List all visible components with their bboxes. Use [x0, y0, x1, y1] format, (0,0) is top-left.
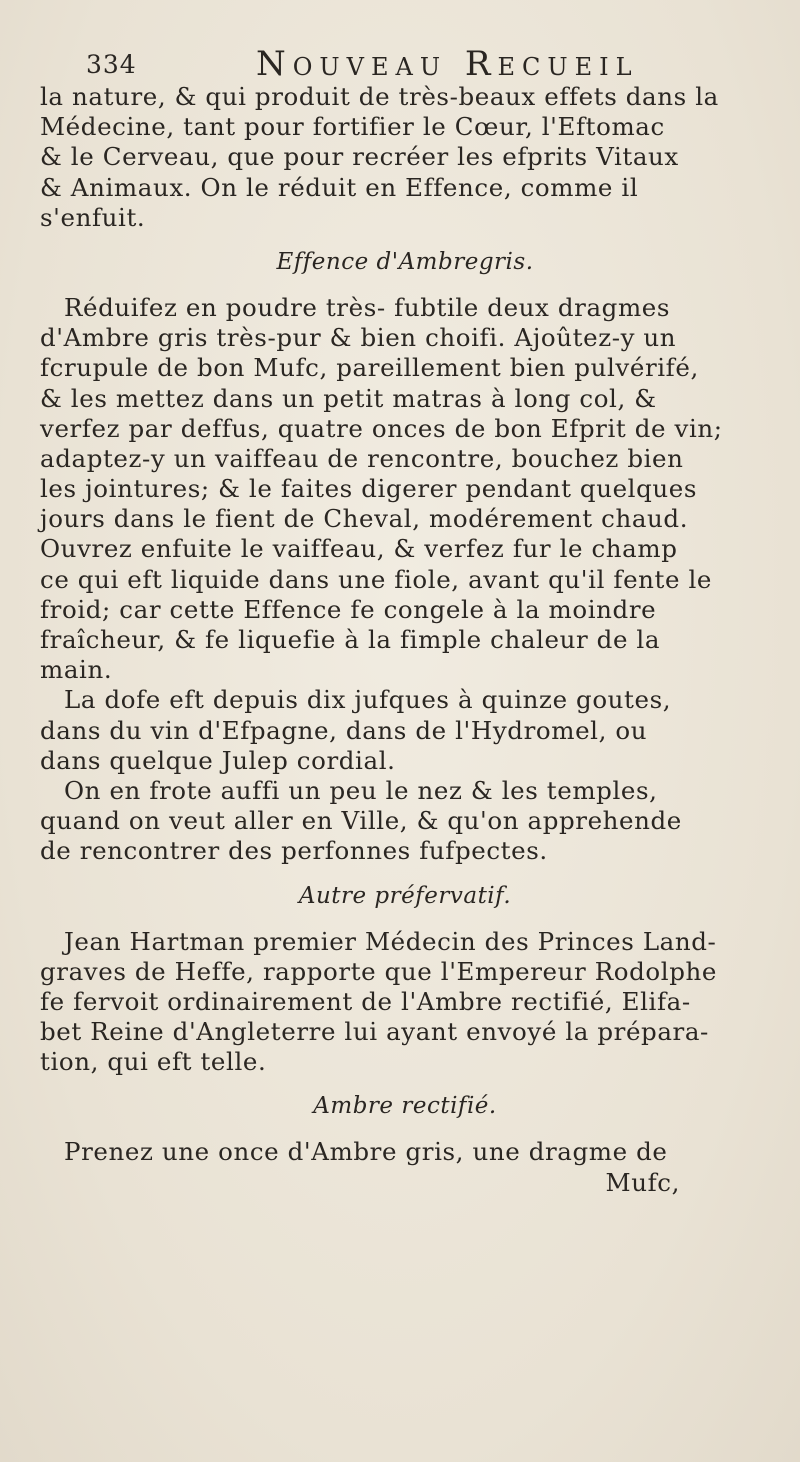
- paragraph: [40, 293, 770, 685]
- text-line: ce qui eft liquide dans une fiole, avant qu'il fente le: [40, 564, 713, 594]
- text-line: fraîcheur, & fe liquefie à la fimple chaleur de la: [40, 625, 661, 654]
- text-line: dans quelque Julep cordial.: [40, 745, 396, 775]
- catchword: Mufc,: [605, 1167, 680, 1197]
- paragraph: [40, 685, 770, 776]
- section-heading: Effence d'Ambregris.: [276, 248, 534, 275]
- paragraph: [40, 1137, 770, 1167]
- text-line: Réduifez en poudre très- fubtile deux dragmes: [64, 292, 671, 322]
- text-line: les jointures; & le faites digerer pendant quelques: [40, 474, 698, 504]
- text-line: de rencontrer des perfonnes fufpectes.: [40, 836, 548, 866]
- text-line: & le Cerveau, que pour recréer les efprits Vitaux: [40, 142, 679, 172]
- text-line: bet Reine d'Angleterre lui ayant envoyé la prépara-: [40, 1017, 709, 1047]
- paragraph: [40, 927, 770, 1078]
- section-heading: Ambre rectifié.: [313, 1093, 497, 1120]
- text-line: La dofe eft depuis dix jufques à quinze goutes,: [64, 685, 672, 715]
- text-line: & Animaux. On le réduit en Effence, comme il: [40, 172, 639, 202]
- text-line: Médecine, tant pour fortifier le Cœur, l'Eftomac: [40, 112, 665, 142]
- text-line: dans du vin d'Efpagne, dans de l'Hydromel, ou: [40, 715, 648, 745]
- paragraph: [40, 82, 770, 233]
- text-line: s'enfuit.: [40, 202, 146, 232]
- text-line: Ouvrez enfuite le vaiffeau, & verfez fur le champ: [40, 534, 678, 564]
- text-line: fe fervoit ordinairement de l'Ambre rectifié, Elifa-: [40, 986, 691, 1016]
- text-line: Prenez une once d'Ambre gris, une dragme de: [64, 1137, 668, 1167]
- running-head: Nouveau Recueil: [256, 44, 639, 84]
- page-number: 334: [86, 50, 137, 79]
- text-line: quand on veut aller en Ville, & qu'on apprehende: [40, 806, 682, 836]
- text-line: jours dans le fient de Cheval, modérement chaud.: [40, 504, 689, 534]
- text-line: & les mettez dans un petit matras à long col, &: [40, 383, 657, 413]
- text-line: la nature, & qui produit de très-beaux effets dans la: [40, 82, 719, 111]
- text-line: Jean Hartman premier Médecin des Princes Land-: [64, 926, 717, 956]
- paragraph: [40, 776, 770, 867]
- text-line: verfez par deffus, quatre onces de bon Efprit de vin;: [40, 413, 723, 443]
- text-line: graves de Heffe, rapporte que l'Empereur Rodolphe: [40, 956, 717, 986]
- text-line: On en frote auffi un peu le nez & les temples,: [64, 775, 658, 805]
- body-text: [40, 82, 770, 1198]
- text-line: froid; car cette Effence fe congele à la moindre: [40, 594, 657, 624]
- text-line: fcrupule de bon Mufc, pareillement bien pulvérifé,: [40, 353, 699, 383]
- text-line: d'Ambre gris très-pur & bien choifi. Ajoûtez-y un: [40, 323, 677, 353]
- section-heading: Autre préfervatif.: [298, 882, 512, 909]
- text-line: tion, qui eft telle.: [40, 1047, 267, 1077]
- text-line: adaptez-y un vaiffeau de rencontre, bouchez bien: [40, 443, 684, 473]
- text-line: main.: [40, 655, 113, 685]
